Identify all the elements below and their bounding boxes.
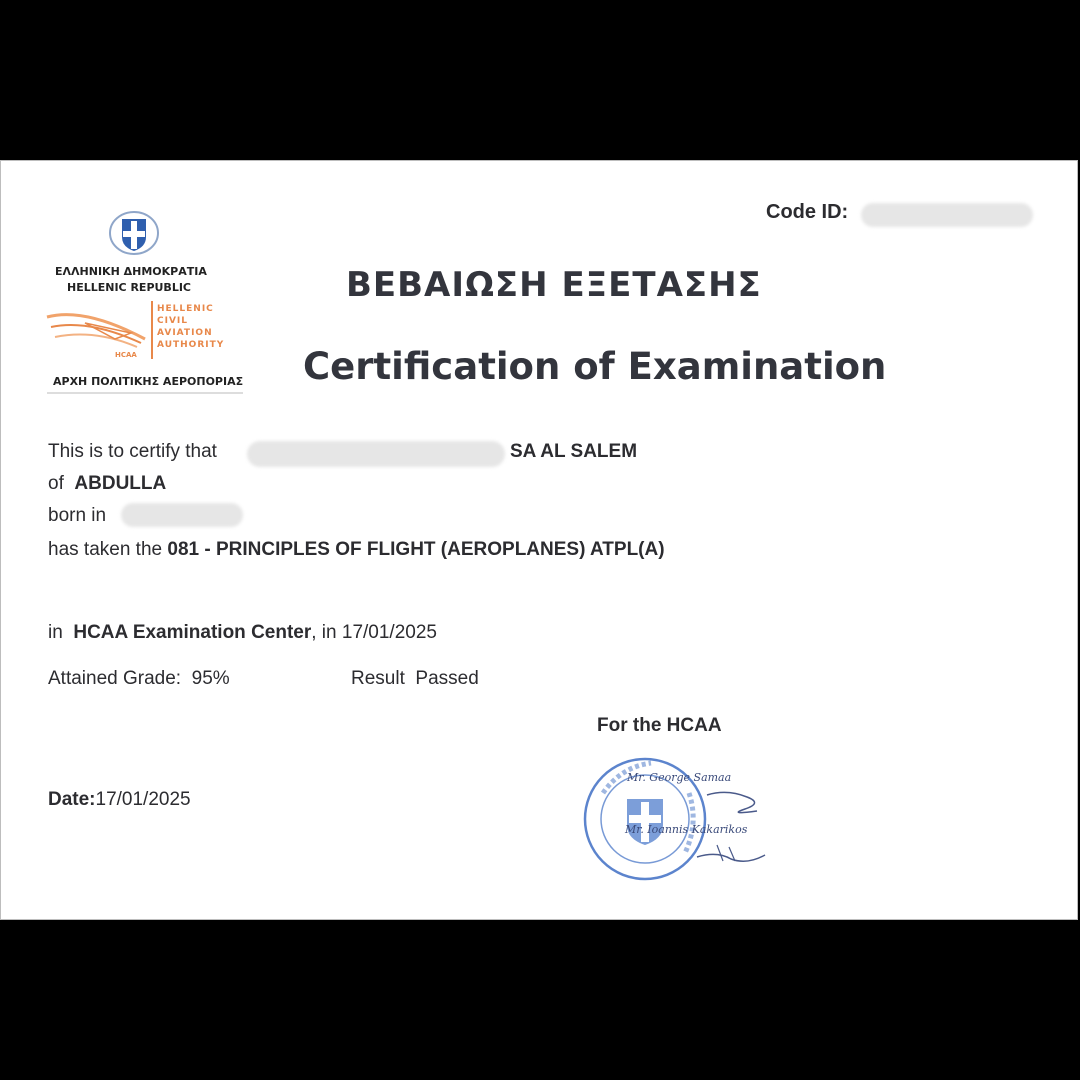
logo-hellenic-republic: HELLENIC REPUBLIC — [67, 281, 191, 294]
signatory-1: Mr. George Samaa — [627, 771, 732, 784]
logo-greek-republic: ΕΛΛΗΝΙΚΗ ΔΗΜΟΚΡΑΤΙΑ — [55, 265, 207, 278]
logo-word-4: AUTHORITY — [157, 340, 225, 350]
hcaa-logo-abbrev: HCAA — [115, 351, 137, 359]
greek-coat-of-arms-icon — [107, 209, 161, 262]
certify-prefix: This is to certify that — [48, 441, 217, 462]
name-suffix: SA AL SALEM — [510, 441, 638, 462]
of-value: ABDULLA — [74, 473, 167, 494]
logo-underline — [47, 392, 243, 394]
birthplace-redacted — [121, 503, 243, 527]
logo-word-1: HELLENIC — [157, 304, 214, 314]
logo-word-3: AVIATION — [157, 328, 213, 338]
of-line — [48, 473, 166, 495]
logo-divider — [151, 301, 153, 359]
certificate — [0, 160, 1078, 920]
signatory-2: Mr. Ioannis Kakarikos — [625, 823, 748, 836]
name-redacted — [247, 441, 505, 467]
exam-subject: 081 - PRINCIPLES OF FLIGHT (AEROPLANES) ATPL(A) — [167, 539, 665, 560]
code-id-label: Code ID: — [766, 201, 849, 223]
taken-prefix: has taken the — [48, 539, 163, 560]
date-connector: , in — [311, 622, 337, 643]
title-greek: ΒΕΒΑΙΩΣΗ ΕΞΕΤΑΣΗΣ — [346, 265, 762, 305]
issue-date-line — [48, 789, 191, 811]
logo-authority-text — [157, 303, 224, 351]
issue-date-value: 17/01/2025 — [95, 789, 191, 810]
of-prefix: of — [48, 473, 64, 494]
title-english: Certification of Examination — [303, 345, 887, 388]
exam-date: 17/01/2025 — [341, 622, 437, 643]
result-label: Result — [351, 668, 405, 689]
grade-label: Attained Grade: — [48, 668, 182, 689]
hcaa-logo-icon — [45, 303, 153, 364]
result-value: Passed — [415, 668, 479, 689]
center-line — [48, 622, 437, 644]
born-prefix: born in — [48, 505, 107, 526]
for-hcaa-label: For the HCAA — [597, 715, 722, 736]
result-line — [351, 668, 479, 690]
exam-center: HCAA Examination Center — [73, 622, 312, 643]
grade-line — [48, 668, 230, 690]
handwritten-signature-icon — [687, 781, 777, 876]
logo-word-2: CIVIL — [157, 316, 189, 326]
logo-greek-authority: ΑΡΧΗ ΠΟΛΙΤΙΚΗΣ ΑΕΡΟΠΟΡΙΑΣ — [53, 375, 244, 388]
code-id-redacted — [861, 203, 1033, 227]
issue-date-label: Date: — [48, 789, 96, 810]
in-prefix: in — [48, 622, 63, 643]
taken-line — [48, 539, 665, 561]
grade-value: 95% — [191, 668, 230, 689]
